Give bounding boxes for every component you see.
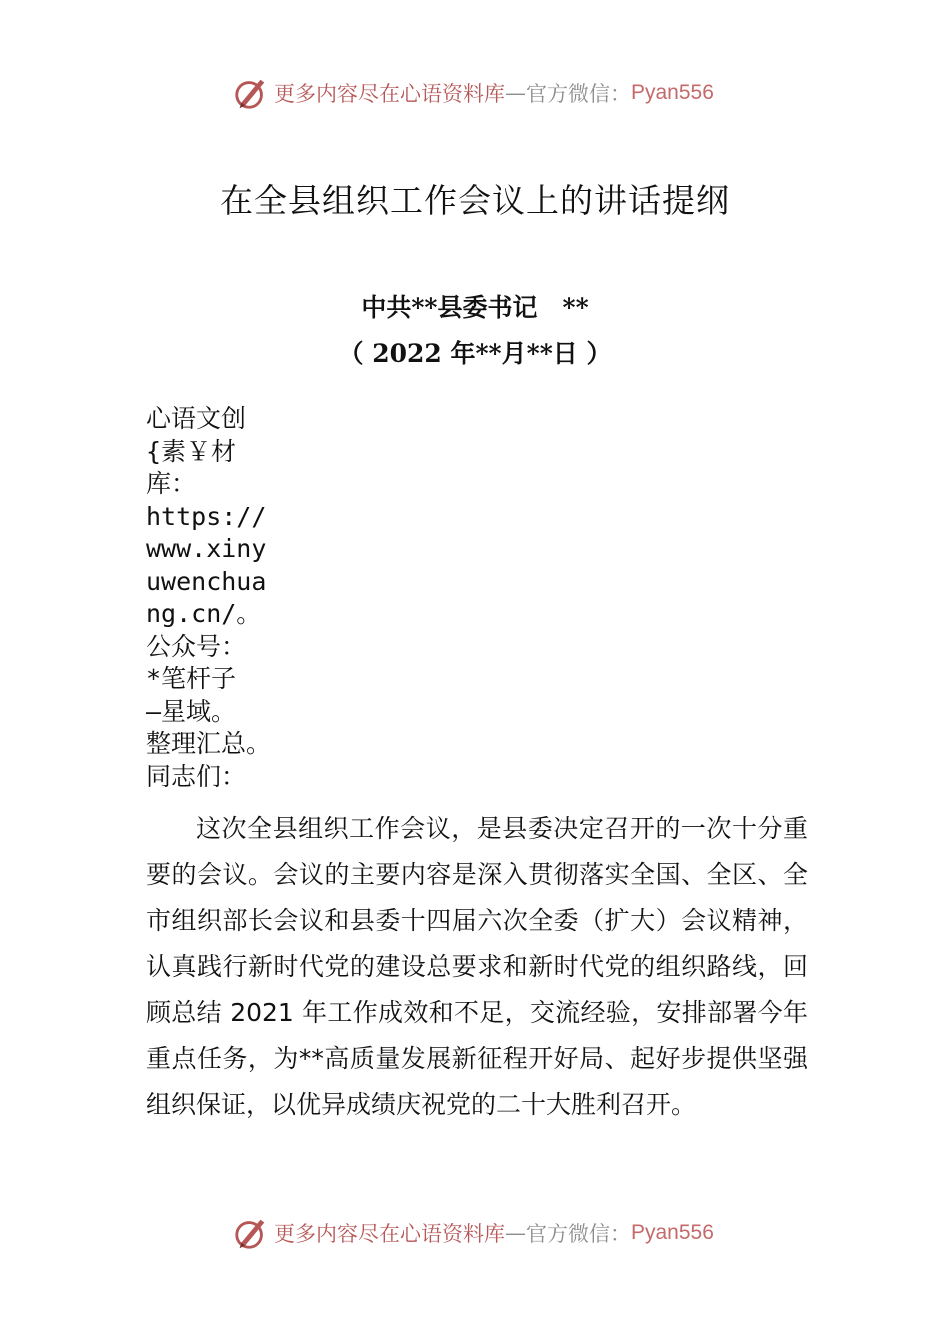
watermark-footer [232,1213,714,1253]
side-line: *笔杆子 [146,664,237,693]
side-line: 整理汇总。 [146,729,272,758]
side-line: 心语文创 [146,404,247,433]
body-paragraph: 这次全县组织工作会议，是县委决定召开的一次十分重要的会议。会议的主要内容是深入贯彻落实全国、全区、全市组织部长会议和县委十四届六次全委（扩大）会议精神，认真践行新时代党的建设总要求和新时代党的组织路线，回顾总结 2021 年工作成效和不足，交流经验，安排部署今年重点任务，为**高质量发展新征程开好局、起好步提供坚强组织保证，以优异成绩庆祝党的二十大胜利召开。 [146,814,808,1119]
pen-logo-icon [232,74,270,112]
watermark-header [232,73,714,113]
side-line: 库： [146,469,197,498]
document-date: （ 2022 年**月**日 ） [338,339,612,368]
side-line: uwenchua [146,566,267,596]
watermark-separator: — [505,81,526,105]
pen-logo-icon [232,1214,270,1252]
side-line: ng.cn/。 [146,599,262,628]
watermark-handle: Pyan556 [631,1221,714,1244]
watermark-text: 更多内容尽在心语资料库 [274,1222,505,1246]
side-line: https:// [146,501,267,531]
side-line: {素￥材 [146,436,237,466]
watermark-label: 官方微信： [526,1222,631,1246]
watermark-label: 官方微信： [526,82,631,106]
side-notes [146,403,276,793]
side-line: —星域。 [146,696,237,726]
watermark-text: 更多内容尽在心语资料库 [274,82,505,106]
document-author: 中共**县委书记 ** [361,293,589,322]
document-title: 在全县组织工作会议上的讲话提纲 [220,181,730,220]
greeting: 同志们： [146,761,247,791]
side-line: www.xiny [146,534,267,563]
watermark-handle: Pyan556 [631,81,714,104]
side-line: 公众号： [146,631,247,661]
watermark-separator: — [505,1221,526,1245]
